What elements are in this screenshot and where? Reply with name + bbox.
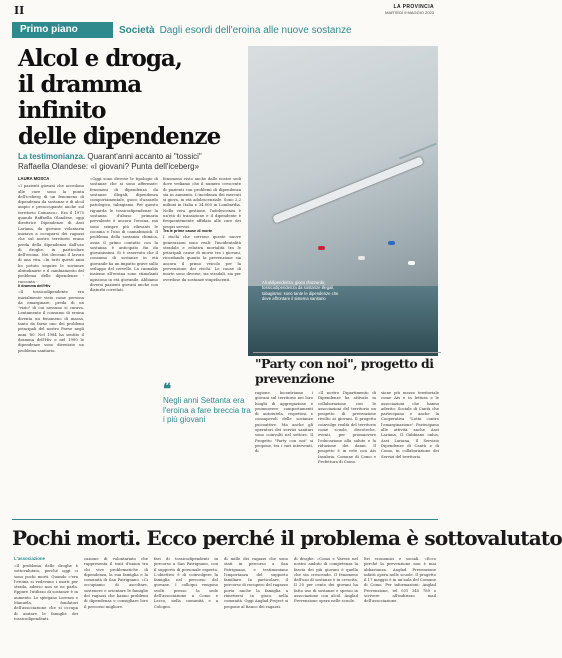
page-number: II	[14, 4, 25, 17]
column-text: fenomeno visto anche dalle nostre sedi dove vediamo che il numero crescente di pazienti con problemi di dipendenza sia in aumento. L'incidenza dei mercati si giova, in età adolescenziale. Sono 2,2 milioni in Italia e 34.000 in Lombardia. Nella vera gestione, l'adolescenza è un'età di transizione e il dipendente è frequentemente affidato alle cure dei propri servizi.	[163, 176, 241, 229]
page-header	[0, 0, 450, 22]
main-headline	[18, 46, 223, 150]
pill-image	[318, 246, 325, 250]
byline: LAURA MOSCA	[18, 176, 50, 181]
kicker	[18, 152, 238, 172]
pill-image	[388, 241, 395, 245]
headline-line: delle dipendenze	[18, 123, 221, 150]
story3-headline: Pochi morti. Ecco perché il problema è sottovalutato	[12, 526, 562, 550]
column-text: «Il nostro Dipartimento di Dipendenze ha attivato in collaborazione con le associazioni del territorio un progetto di prevenzione rivolto ai giovani. Il progetto coinvolge realtà del territorio come scuole, discoteche, eventi, per promuovere l'educazione alla salute e la riduzione dei danni. Il progetto è in rete con Ats Insubria, Comune di Como e Prefettura di Como.	[318, 390, 376, 464]
pill-image	[408, 261, 415, 265]
column-text: «I pazienti giovani che accedono alle cure sono la punta dell'iceberg di un fenomeno di dipendenza da sostanze e di alcol ampio e preoccupante anche sul territorio Comasco». Era il 1975 quando Raffaella Olandese, oggi direttrice Dipendenze di Asst Lariana, da giovane volontaria iniziava a occuparsi dei ragazzi che sul nostro territorio erano preda della dipendenza dall'uso di droghe, in particolare dell'eroina. Nei decenni il lavoro di una vita. «In tutti questi anni ho potuto seguire le sostanze abitudinarie e il cambiamento del problema delle dipendenze - racconta -.	[18, 183, 84, 284]
category-label: Società	[119, 24, 155, 36]
divider	[253, 352, 441, 353]
column-text: «Il problema delle droghe è sottovalutato, perché oggi ci sono pochi morti. Quando c'era l'eroina si vedevano i morti per strada, adesso non se ne parla. Eppure l'utilizzo di sostanze è in aumento. Lo spiegano Lorenzo e Manuela, fondatori dell'associazione che si occupa di aiutare le famiglie dei tossicodipendenti.	[14, 563, 78, 621]
pill-image	[358, 256, 365, 260]
subheading: Tra le prime cause di morte	[163, 228, 213, 233]
photo-caption: Alcoldipendenza, gioco d'azzardo, tossicodipendenza da sostanze illegali, tabagismo: sono tante le dipendenze che deve affrontare il sistema sanitario	[262, 280, 339, 302]
headline-line: il dramma infinito	[18, 71, 142, 124]
headline-line: Alcol e droga,	[18, 45, 182, 72]
column-text: di mille dei ragazzi che sono stati in percorso a San Patrignano, e testimoniano l'importanza del supporto familiare. In particolare, il percorso di recupero del ragazzo porta anche la famiglia a rimettersi in gioco nella comunità. Oggi Anglad Project si propone al fianco dei ragazzi.	[224, 556, 288, 609]
article-column	[154, 556, 218, 609]
article-photo	[248, 46, 438, 356]
section-subtitle: Dagli esordi dell'eroina alle nuove sostanze	[159, 24, 352, 36]
article-column	[84, 556, 148, 609]
pull-quote	[163, 381, 251, 425]
column-text: «Oggi sono diverse le tipologie di sostanze che si sono affermate: fenomeni di dipendenza da sostanze illegali, dipendenza comportamentale, gioco d'azzardo patologico, tabagismo. Per questo riguarda le tossicodipendenze la sostanza d'abuso primaria prevalente è ancora l'eroina, ma sono sempre più rilevanti le cocaina e l'uso di cannabinoidi. Il problema della sostanza chimica, ossia il primo contatto con la sostanza è anticipato fin da giovanissimi. Si è osservato che il consumo di sostanze in età giovanile ha un impatto grave sullo sviluppo del cervello. La cannabis insieme all'eroina sono stimolanti agiscono in età giovanile. Abbiamo diversi pazienti giovani anche con disturbi correlati.	[90, 176, 158, 293]
column-text: ragione. Incontriamo i giovani sul territorio nei loro luoghi di aggregazione e promuovere comportamenti di autotutela, rispettosi e consapevoli delle sostanze psicoattive. Ma anche gli operatori dei servizi sanitari sono coinvolti nel settore. Il Progetto "Party con noi" si propone, tra i vari interventi, di	[255, 390, 313, 454]
article-column	[364, 556, 436, 604]
article-column	[90, 176, 158, 376]
kicker-label: La testimonianza.	[18, 152, 86, 161]
article-column	[381, 390, 439, 459]
article-column	[224, 556, 288, 609]
quote-mark-icon: ❝	[163, 381, 172, 398]
syringe-image	[272, 156, 423, 223]
column-text: sione più mezzo territoriale come Ats e in lettura e le associazioni che hanno aderito: Sociale di Cantù che partecipano e anche la Cooperativa "Lotta contro l'emarginazione". Partecipano alle attività anche Asst Lariana, Il Gabbiano onlus, Asst Lariana, Il Servizio Dipendenze di Cantù e di Como, in collaborazione dei Servizi del territorio.	[381, 390, 439, 459]
issue-date: MARTEDÌ 9 MAGGIO 2023	[385, 10, 434, 15]
column-text: «Il tossicodipendente era inizialmente visto come persona da emarginare, preda di un "vizio" di cui nessuno si curava. Lentamente il consumo di eroina diventa un fenomeno di massa, tanto da farne uno dei problemi principali del nostro Paese negli anni '80. Nel 1984 ha sentito il dramma dell'Hiv e nel 1990 le dipendenze sono diventate un problema sanitario.	[18, 289, 84, 353]
column-text: I rischi che corrono queste nuove generazioni sono reali: l'incidentalità stradale e relativa mortalità tra le principali cause di morte tra i giovani, ricordando quanto la prevenzione sia ancora il primo veicolo per la prevenzione dei rischi. Le cause di morte sono diverse, sia stradali, sia per overdose da sostanze stupefacenti.	[163, 234, 241, 282]
article-column	[18, 176, 84, 353]
column-text: di droghe. «Como e Varese nel nostro ambito di competenza la fascia dei più giovani è quella che sta crescendo. Il fenomeno dell'uso di sostanze è in crescita. Il 20 per cento dei giovani ha fatto uso di sostanze e spesso in associazione con alcol. Anglad Prevenzione opera nelle scuole.	[294, 556, 358, 604]
divider	[12, 519, 438, 520]
article-column	[163, 176, 241, 282]
subheading: Il dramma dell'Hiv	[18, 283, 51, 288]
article-column	[255, 390, 313, 454]
article-column	[14, 563, 78, 621]
section-label: L'associazione	[14, 556, 46, 561]
section-tab: Primo piano	[12, 22, 113, 38]
pull-quote-text: Negli anni Settanta era l'eroina a fare breccia tra i più giovani	[163, 396, 251, 424]
column-text: ltri economici e sociali. «Ecco perché la prevenzione non è mai abbastanza. Anglad Prevenzione infatti opera nelle scuole. Il progetto il 17 maggio è in un'aula del Comune di Como. Per informazioni: Anglad Prevenzione, tel 031 345 789 o scrivere all'indirizzo mail dell'associazione.	[364, 556, 436, 604]
column-text: cazione di volontariato che rappresenta il trait d'union tra chi vive problematiche di dipendenza, la sua famiglia e la comunità di San Patrignano. «Ci occupiamo di ascoltare, sostenere e orientare le famiglie dei ragazzi che hanno problemi di dipendenza e consigliare loro il percorso migliore.	[84, 556, 148, 609]
article-column	[294, 556, 358, 604]
kicker-text: Quarant'anni accanto ai "tossici"	[87, 152, 202, 161]
kicker-line-2: Raffaella Olandese: «I giovani? Punta dell'iceberg»	[18, 162, 200, 171]
story2-headline: "Party con noi", progetto di prevenzione	[255, 356, 434, 386]
column-text: fari di tossicodipendenti in percorso a San Patrignano, con il supporto di personale esperto. L'obiettivo è di coinvolgere la famiglia nel percorso del giovane. I colloqui vengono svolti presso la sede dell'associazione a Como e Lecco, nella comunità e a Cologno.	[154, 556, 218, 609]
newspaper-logo: LA PROVINCIA	[393, 4, 434, 10]
article-column	[318, 390, 376, 464]
section-band	[12, 22, 436, 38]
